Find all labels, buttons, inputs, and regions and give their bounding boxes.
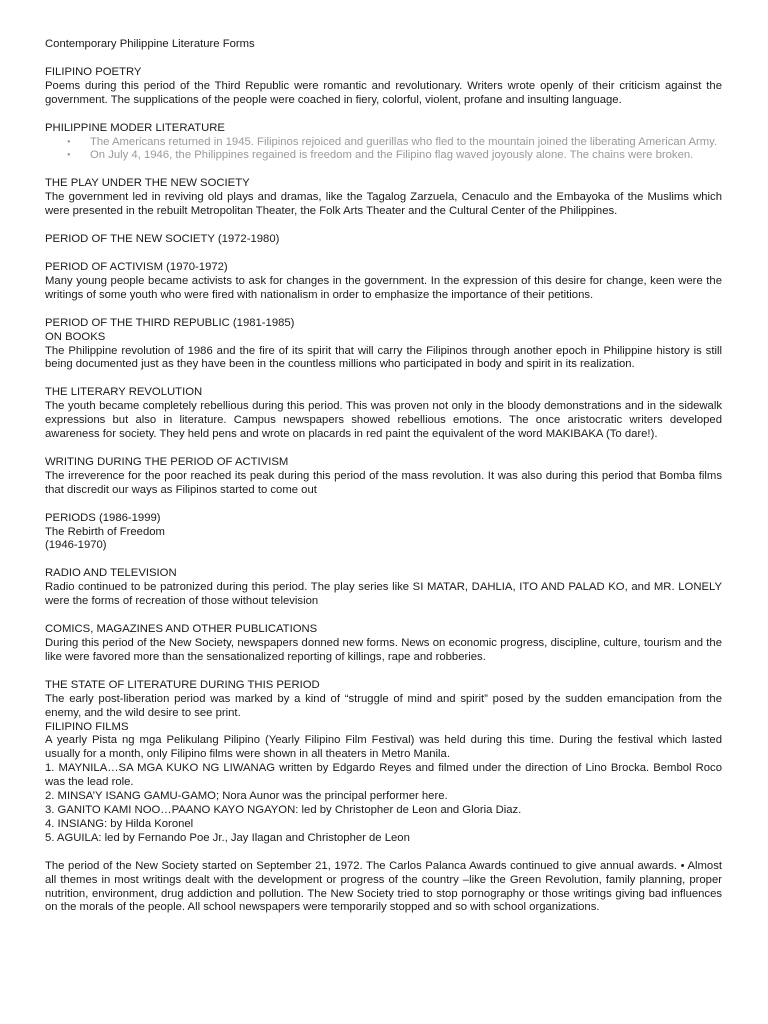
section-heading: THE LITERARY REVOLUTION	[45, 386, 203, 399]
section-heading: THE PLAY UNDER THE NEW SOCIETY	[45, 177, 250, 190]
section-heading: WRITING DURING THE PERIOD OF ACTIVISM	[45, 455, 289, 468]
section-subheading: ON BOOKS	[45, 330, 106, 343]
section-heading: RADIO AND TELEVISION	[45, 567, 177, 580]
section-paragraph: Radio continued to be patronized during this period. The play series like SI MATAR, DAHLIA, ITO AND PALAD KO, and MR. LONELY were the forms of recreation of those without television	[45, 581, 722, 608]
section-state-of-literature	[45, 679, 722, 846]
section-paragraph: Poems during this period of the Third Republic were romantic and revolutionary. Writers wrote openly of their criticism against the government. The supplications of the people were coached in fiery, colorful, violent, profane and insulting language.	[45, 79, 722, 106]
document-title: Contemporary Philippine Literature Forms	[45, 38, 255, 50]
list-item: 1. MAYNILA…SA MGA KUKO NG LIWANAG written by Edgardo Reyes and filmed under the direction of Lino Brocka. Bembol Roco was the lead role.	[45, 762, 722, 789]
section-paragraph: The period of the New Society started on September 21, 1972. The Carlos Palanca Awards continued to give annual awards. • Almost all themes in most writings dealt with the development or progress of the country –like the Green Revolution, family planning, proper nutrition, environment, drug addiction and pollution. The New Society tried to stop pornography or those writings giving bad influences on the morals of the people. All school newspapers were temporarily stopped and so with school organizations.	[45, 859, 722, 914]
list-item: 5. AGUILA: led by Fernando Poe Jr., Jay Ilagan and Christopher de Leon	[45, 831, 410, 844]
section-heading: PERIOD OF THE NEW SOCIETY (1972-1980)	[45, 233, 280, 246]
document-page	[45, 38, 722, 915]
section-heading: FILIPINO POETRY	[45, 65, 142, 78]
section-heading: PERIODS (1986-1999)	[45, 511, 161, 524]
section-heading: PHILIPPINE MODER LITERATURE	[45, 121, 225, 134]
section-heading: COMICS, MAGAZINES AND OTHER PUBLICATIONS	[45, 623, 318, 636]
section-date-range: (1946-1970)	[45, 539, 107, 552]
section-paragraph: A yearly Pista ng mga Pelikulang Pilipino (Yearly Filipino Film Festival) was held during this time. During the festival which lasted usually for a month, only Filipino films were shown in all theaters in Metro Manila.	[45, 734, 722, 761]
section-subheading: The Rebirth of Freedom	[45, 525, 165, 538]
section-closing	[45, 860, 722, 916]
list-item: 4. INSIANG: by Hilda Koronel	[45, 817, 194, 830]
section-paragraph: The early post-liberation period was marked by a kind of “struggle of mind and spirit” posed by the sudden emancipation from the enemy, and the wild desire to see print.	[45, 692, 722, 719]
section-subheading: FILIPINO FILMS	[45, 720, 129, 733]
section-heading: PERIOD OF THE THIRD REPUBLIC (1981-1985)	[45, 316, 295, 329]
section-paragraph: During this period of the New Society, newspapers donned new forms. News on economic progress, discipline, culture, tourism and the like were favored more than the sensationalized reporting of killings, rape and robberies.	[45, 637, 722, 663]
section-paragraph: The youth became completely rebellious during this period. This was proven not only in the bloody demonstrations and in the sidewalk expressions but also in literature. Campus newspapers showed rebellious emotions. The once aristocratic writers developed awareness for society. They held pens and wrote on placards in red paint the equivalent of the word MAKIBAKA (To dare!).	[45, 400, 722, 441]
section-literary-revolution	[45, 386, 722, 442]
section-play-new-society	[45, 177, 722, 219]
section-paragraph: The Philippine revolution of 1986 and the fire of its spirit that will carry the Filipinos through another epoch in Philippine history is still being documented just as they have been in the countless millions who participated in body and spirit in its realization.	[45, 344, 722, 371]
section-heading: THE STATE OF LITERATURE DURING THIS PERIOD	[45, 678, 320, 691]
section-periods	[45, 512, 722, 554]
section-paragraph: Many young people became activists to ask for changes in the government. In the expression of this desire for change, keen were the writings of some youth who were fired with nationalism in order to emphasize the importance of their petitions.	[45, 274, 722, 301]
section-activism	[45, 261, 722, 303]
section-third-republic	[45, 317, 722, 373]
list-item: 2. MINSA’Y ISANG GAMU-GAMO; Nora Aunor was the principal performer here.	[45, 790, 448, 803]
section-writing-activism	[45, 456, 722, 498]
list-item: ● The Americans returned in 1945. Filipinos rejoiced and guerillas who fled to the mountain joined the liberating American Army.	[67, 136, 722, 150]
list-item: ● On July 4, 1946, the Philippines regained is freedom and the Filipino flag waved joyously alone. The chains were broken.	[67, 149, 722, 163]
section-new-society-period	[45, 233, 722, 247]
list-item: 3. GANITO KAMI NOO…PAANO KAYO NGAYON: led by Christopher de Leon and Gloria Diaz.	[45, 803, 522, 816]
section-filipino-poetry	[45, 66, 722, 108]
section-comics-magazines	[45, 623, 722, 665]
section-paragraph: The government led in reviving old plays and dramas, like the Tagalog Zarzuela, Cenaculo and the Embayoka of the Muslims which were presented in the rebuilt Metropolitan Theater, the Folk Arts Theater and the Cultural Center of the Philippines.	[45, 191, 722, 218]
section-modern-literature	[45, 122, 722, 164]
section-paragraph: The irreverence for the poor reached its peak during this period of the mass revolution. It was also during this period that Bomba films that discredit our ways as Filipinos started to come out	[45, 469, 722, 496]
section-radio-television	[45, 567, 722, 609]
bullet-list	[45, 136, 722, 164]
section-heading: PERIOD OF ACTIVISM (1970-1972)	[45, 260, 228, 273]
